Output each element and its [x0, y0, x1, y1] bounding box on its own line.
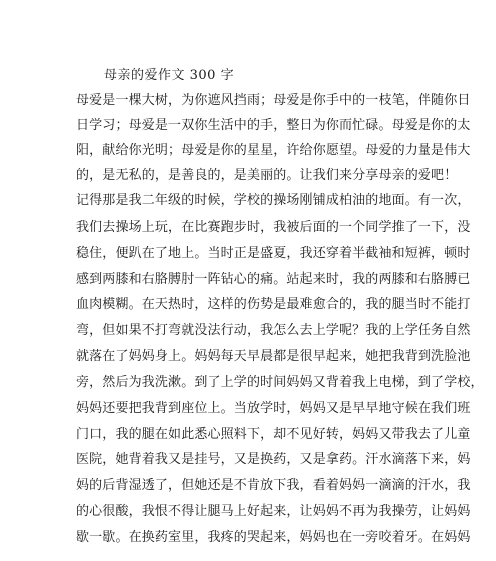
- text-line: 医院，她背着我又是挂号，又是换药，又是拿药。汗水滴落下来，妈: [76, 452, 471, 467]
- text-line: 记得那是我二年级的时候，学校的操场刚铺成柏油的地面。有一次，: [76, 193, 471, 208]
- text-line: 日学习；母爱是一双你生活中的手，整日为你而忙碌。母爱是你的太: [76, 118, 471, 133]
- text-line: 的，是无私的，是善良的，是美丽的。让我们来分享母亲的爱吧！: [76, 168, 458, 183]
- text-line: 就落在了妈妈身上。妈妈每天早晨都是很早起来，她把我背到洗脸池: [76, 349, 471, 364]
- text-line: 母爱是一棵大树，为你遮风挡雨；母爱是你手中的一枝笔，伴随你日: [76, 93, 471, 108]
- text-line: 旁，然后为我洗漱。到了上学的时间妈妈又背着我上电梯，到了学校，: [76, 375, 484, 390]
- text-line: 的心很酸，我恨不得让腿马上好起来，让妈妈不再为我操劳，让妈妈: [76, 504, 471, 519]
- text-line: 妈妈还要把我背到座位上。当放学时，妈妈又是早早地守候在我们班: [76, 401, 471, 416]
- text-line: 稳住，便趴在了地上。当时正是盛夏，我还穿着半截袖和短裤，顿时: [76, 246, 471, 261]
- text-line: 妈的后背湿透了，但她还是不肯放下我，看着妈妈一滴滴的汗水，我: [76, 478, 471, 493]
- document-title: 母亲的爱作文 300 字: [104, 68, 235, 83]
- text-line: 我们去操场上玩，在比赛跑步时，我被后面的一个同学推了一下，没: [76, 220, 471, 235]
- text-line: 血肉模糊。在天热时，这样的伤势是最难愈合的，我的腿当时不能打: [76, 297, 471, 312]
- text-line: 门口，我的腿在如此悉心照料下，却不见好转，妈妈又带我去了儿童: [76, 427, 471, 442]
- text-line: 感到两膝和右胳膊肘一阵钻心的痛。站起来时，我的两膝和右胳膊已: [76, 272, 471, 287]
- text-line: 歇一歇。在换药室里，我疼的哭起来，妈妈也在一旁咬着牙。在妈妈: [76, 530, 471, 545]
- text-line: 阳，献给你光明；母爱是你的星星，许给你愿望。母爱的力量是伟大: [76, 143, 471, 158]
- text-line: 弯，但如果不打弯就没法行动，我怎么去上学呢？我的上学任务自然: [76, 323, 471, 338]
